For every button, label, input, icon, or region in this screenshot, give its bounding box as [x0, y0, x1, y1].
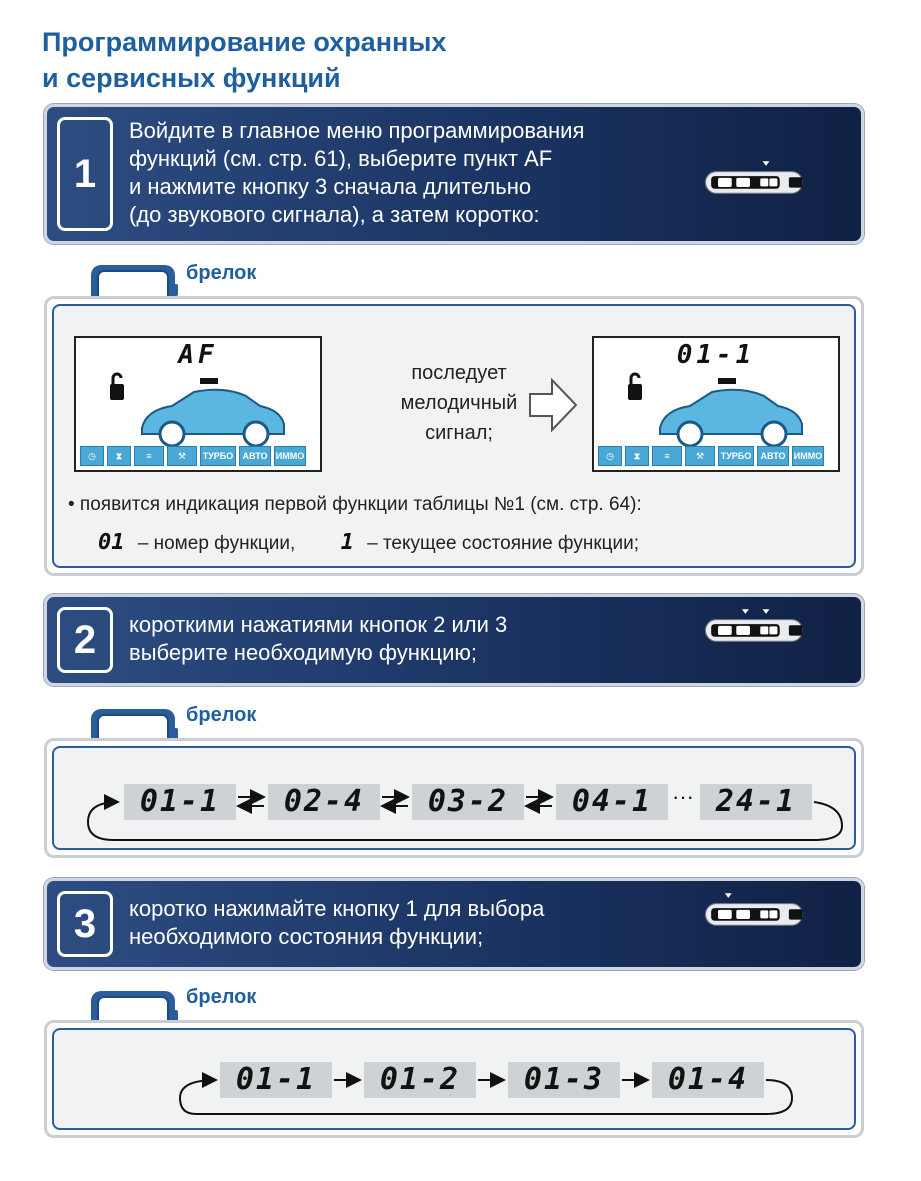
code-chip: 01-4 — [652, 1062, 764, 1098]
settings-icon: ≡ — [134, 446, 164, 466]
auto-icon: АВТО — [757, 446, 789, 466]
step-number: 2 — [57, 607, 113, 673]
step-text-line: (до звукового сигнала), а затем коротко: — [129, 202, 540, 227]
bidirectional-arrows-icon — [54, 748, 854, 858]
auto-icon: АВТО — [239, 446, 271, 466]
step-text-line: коротко нажимайте кнопку 1 для выбора — [129, 896, 545, 921]
legend-code-state: 1 — [340, 530, 354, 555]
panel-1-inner — [52, 304, 856, 568]
fob-label: брелок — [186, 986, 257, 1008]
panel-2 — [44, 738, 864, 858]
clock-icon: ◷ — [598, 446, 622, 466]
step-text-line: необходимого состояния функции; — [129, 924, 484, 949]
legend-code-function: 01 — [98, 530, 125, 555]
wrench-icon: ⚒ — [685, 446, 715, 466]
code-chip: 04-1 — [556, 784, 668, 820]
code-chip: 03-2 — [412, 784, 524, 820]
code-chip: 01-1 — [220, 1062, 332, 1098]
panel-3-inner — [52, 1028, 856, 1130]
lcd-display-right — [592, 336, 840, 472]
code-chip: 24-1 — [700, 784, 812, 820]
wrench-icon: ⚒ — [167, 446, 197, 466]
step-number: 3 — [57, 891, 113, 957]
panel-1 — [44, 296, 864, 576]
panel-2-inner — [52, 746, 856, 850]
step-2-banner — [44, 594, 864, 686]
code-chip: 01-3 — [508, 1062, 620, 1098]
title-line-1: Программирование охранных — [42, 27, 447, 57]
keyfob-side-icon — [665, 159, 843, 199]
step-3-banner — [44, 878, 864, 970]
car-icon — [598, 368, 828, 458]
note-line: мелодичный — [400, 392, 518, 414]
step-1-banner — [44, 104, 864, 244]
lcd-icon-row — [80, 446, 306, 466]
step-text-line: короткими нажатиями кнопок 2 или 3 — [129, 612, 508, 637]
legend-line — [98, 530, 639, 555]
arrow-right-icon — [528, 378, 578, 432]
melody-note — [374, 358, 544, 448]
fob-label: брелок — [186, 262, 257, 284]
page-title — [42, 24, 446, 96]
step-text-line: и нажмите кнопку 3 сначала длительно — [129, 174, 532, 199]
note-line: сигнал; — [425, 422, 493, 444]
step-3-text — [129, 895, 544, 951]
title-line-2: и сервисных функций — [42, 63, 341, 93]
keyfob-side-icon — [665, 891, 843, 931]
step-number: 1 — [57, 117, 113, 231]
hourglass-icon: ⧗ — [625, 446, 649, 466]
lcd-code: AF — [178, 340, 218, 370]
step-text-line: функций (см. стр. 61), выберите пункт AF — [129, 146, 553, 171]
ellipsis: ··· — [672, 784, 694, 809]
code-chip: 01-2 — [364, 1062, 476, 1098]
step-1-text — [129, 117, 584, 229]
legend-text-state: – текущее состояние функции; — [367, 533, 640, 554]
fob-label: брелок — [186, 704, 257, 726]
step-text-line: Войдите в главное меню программирования — [129, 118, 585, 143]
note-line: последует — [411, 362, 507, 384]
panel-3 — [44, 1020, 864, 1138]
clock-icon: ◷ — [80, 446, 104, 466]
forward-arrows-icon — [54, 1030, 854, 1140]
turbo-icon: ТУРБО — [718, 446, 754, 466]
lcd-icon-row — [598, 446, 824, 466]
immo-icon: ИММО — [792, 446, 824, 466]
turbo-icon: ТУРБО — [200, 446, 236, 466]
car-icon — [80, 368, 310, 458]
step-2-text — [129, 611, 507, 667]
indication-note: • появится индикация первой функции таблицы №1 (см. стр. 64): — [68, 494, 642, 515]
hourglass-icon: ⧗ — [107, 446, 131, 466]
settings-icon: ≡ — [652, 446, 682, 466]
step-text-line: выберите необходимую функцию; — [129, 640, 478, 665]
lcd-code: 01-1 — [676, 340, 756, 370]
keyfob-side-icon — [665, 607, 843, 647]
code-chip: 01-1 — [124, 784, 236, 820]
lcd-display-left — [74, 336, 322, 472]
legend-text-function: – номер функции, — [137, 533, 296, 554]
code-chip: 02-4 — [268, 784, 380, 820]
immo-icon: ИММО — [274, 446, 306, 466]
